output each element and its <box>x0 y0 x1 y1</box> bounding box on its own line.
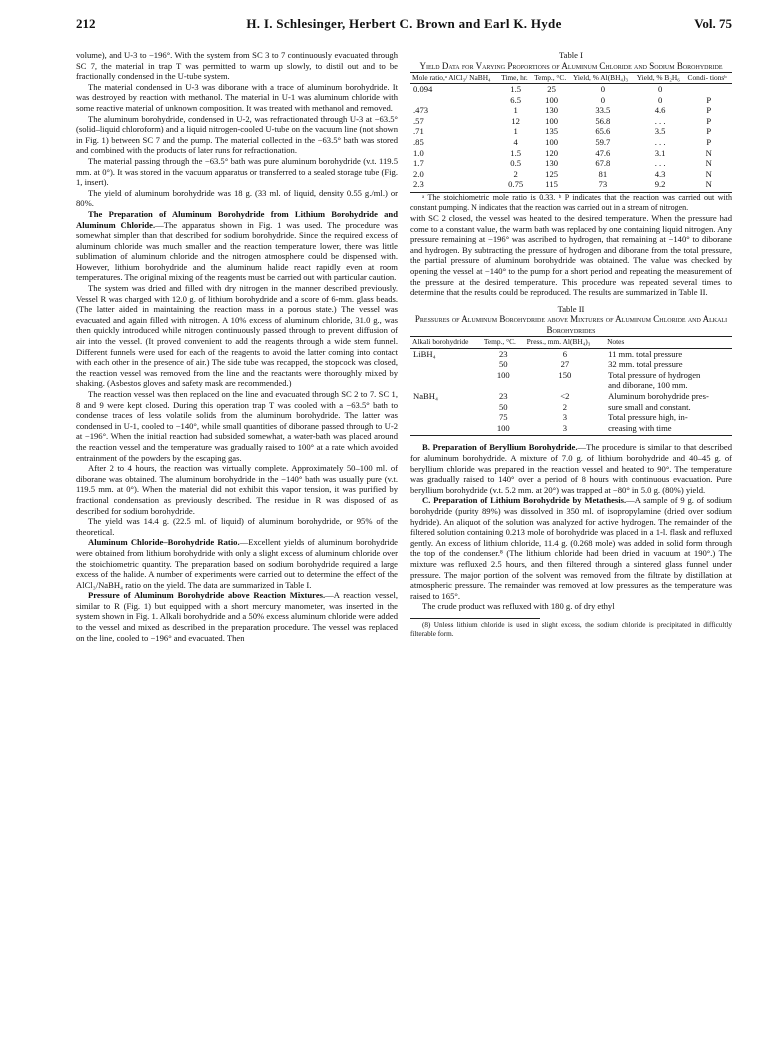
table-cell: 23 <box>498 348 508 359</box>
table-cell: 1.5 <box>510 84 522 94</box>
table-cell: 1.7 <box>413 158 424 169</box>
paragraph <box>410 442 732 495</box>
table-cell: 4.6 <box>654 105 666 116</box>
table-cell: 3.1 <box>654 147 666 158</box>
page-number: 212 <box>76 16 96 31</box>
table-cell <box>410 359 482 370</box>
table-cell: 0.5 <box>510 158 522 169</box>
table-cell: N <box>705 179 712 190</box>
table-cell: 3.5 <box>654 126 666 137</box>
table-cell: 1 <box>513 126 518 137</box>
table-cell: 115 <box>545 179 558 190</box>
table-cell: 130 <box>545 158 559 169</box>
table-cell: 0 <box>600 84 605 94</box>
paragraph <box>76 156 398 188</box>
paragraph-text: The yield was 14.4 g. (22.5 ml. of liquid) of aluminum borohydride, or 95% of the theoretical. <box>76 516 398 537</box>
paragraph <box>76 590 398 643</box>
section-heading: Pressure of Aluminum Borohydride above Reaction Mixtures. <box>88 590 326 601</box>
column-header: Condi- tionsᵇ <box>686 72 732 83</box>
table-cell: .473 <box>413 105 429 116</box>
table-cell: P <box>706 94 712 105</box>
paragraph <box>76 188 398 209</box>
table-cell: 1.5 <box>510 147 522 158</box>
table-cell: 11 mm. total pressure <box>608 348 683 359</box>
table2-row <box>410 380 732 391</box>
table1-row <box>410 105 732 116</box>
paragraph-text: The system was dried and filled with dry nitrogen in the manner described previously. Vessel R was charged with 12.0 g. of lithium borohydride and a score of 6-mm. glass beads. (The latter aided in maintaining the reaction mass in a porous state.) The vessel was evacuated and again filled with nitrogen. A 10% excess of aluminum chloride, 31.0 g., was then quickly introduced while nitrogen continuously passed through to prevent diffusion of air into the vessel. (It proved convenient to add the reagents through a wide stem funnel. Different funnels were used for each of the reagents to avoid the latter coming into contact with each other in the presence of air.) The side tube was recapped, the stopcock was closed, the reaction vessel was removed from the line and the reactants were thoroughly mixed by shaking. (Asbestos gloves and safety mask are recommended.) <box>76 283 398 389</box>
paragraph-text: After 2 to 4 hours, the reaction was virtually complete. Approximately 50–100 ml. of diborane was obtained. The aluminum borohydride in the −140° bath was usually pure (v.t. 119.5 mm. at 0°). When the material did not exhibit this vapor tension, it was purified by fractional condensation as previously described. The residue in R was disposed of as described for sodium borohydride. <box>76 463 398 516</box>
table-cell: 12 <box>511 115 520 126</box>
table-cell: 0 <box>657 84 663 94</box>
table-cell: NaBH₄ <box>413 391 438 402</box>
table1-row <box>410 84 732 95</box>
column-header: Mole ratio,ᵃ AlCl₃/ NaBH₄ <box>410 72 499 83</box>
paragraph-text: —A reaction vessel, similar to R (Fig. 1) but equipped with a short mercury manometer, was inserted in the system shown in Fig. 1. Alkali borohydride and a 50% excess aluminum chloride were added to the vessel and mixed as described in the preparation procedure. The vessel was replaced on the line, cooled to −196° and evacuated. Then <box>76 590 398 643</box>
table-cell: P <box>706 136 712 147</box>
table-cell: 2 <box>513 168 518 179</box>
paragraph <box>76 50 398 82</box>
column-header: Notes <box>605 337 732 348</box>
table-cell <box>482 380 525 391</box>
column-header: Temp., °C. <box>482 337 525 348</box>
paragraph <box>76 516 398 537</box>
table-cell: 6 <box>562 348 568 359</box>
table-cell: 100 <box>496 369 510 380</box>
running-header <box>76 16 732 38</box>
table-cell: 100 <box>545 136 559 147</box>
column-header: Temp., °C. <box>532 72 571 83</box>
table-cell: 27 <box>560 359 570 370</box>
table-cell: creasing with time <box>608 422 672 433</box>
paragraph-text: —The procedure is similar to that described for aluminum borohydride. A mixture of 7.0 g. of lithium borohydride and 40–45 g. of beryllium chloride was prepared in the reaction vessel and heated to 90°. The temperature was gradually raised to 140° over a period of 8 hours with continuous evacuation. Pure beryllium borohydride (v.t. 5.2 mm. at 20°) was trapped at −80° in 5.0 g. (80%) yield. <box>410 442 732 495</box>
table-cell: sure small and constant. <box>608 401 691 412</box>
section-heading: B. Preparation of Beryllium Borohydride. <box>422 442 578 453</box>
table-cell: 4 <box>513 136 518 147</box>
table-cell: 150 <box>558 369 572 380</box>
table1-row <box>410 148 732 159</box>
table-cell: 100 <box>545 94 559 105</box>
section-heading: C. Preparation of Lithium Borohydride by Metathesis. <box>422 495 627 506</box>
table2-title: Pressures of Aluminum Borohydride above Mixtures of Aluminum Chloride and Alkali Borohydrides <box>414 314 728 336</box>
table-cell: 0.75 <box>508 179 524 190</box>
table-cell: 4.3 <box>654 168 666 179</box>
table-cell: .71 <box>413 126 424 137</box>
paragraph <box>76 114 398 156</box>
table-cell: 47.6 <box>595 147 611 158</box>
table-cell <box>410 370 482 381</box>
paragraph <box>76 209 398 283</box>
table-cell <box>410 380 482 391</box>
paragraph <box>76 82 398 114</box>
table1-row <box>410 179 732 190</box>
table1 <box>410 72 732 190</box>
table2-caption: Table II <box>557 303 585 314</box>
paragraph-text: —Excellent yields of aluminum borohydride were obtained from lithium borohydride with only a slight excess of aluminum chloride over the stoichiometric quantity. The preparation based on sodium borohydride required a large excess of the halide. A number of experiments were carried out to determine the effect of the AlCl₃/NaBH₄ ratio on the yield. The data are summarized in Table I. <box>76 537 398 590</box>
paragraph-text: The aluminum borohydride, condensed in U-2, was refractionated through U-3 at −63.5° (solid–liquid chloroform) and a liquid nitrogen-cooled U-tube on the vacuum line (not shown in Fig. 1) between SC 7 and the pump. The material collected in the −63.5° bath was stored and combined with the products of later runs for refractionation. <box>76 113 398 156</box>
left-column <box>76 50 398 643</box>
table-cell <box>410 95 499 106</box>
column-header: Press., mm. Al(BH₄)₃ <box>525 337 605 348</box>
table-cell: . . . <box>654 136 666 147</box>
paragraph <box>76 283 398 389</box>
table-cell: and diborane, 100 mm. <box>608 380 688 391</box>
table-cell: 2 <box>562 401 568 412</box>
table1-row <box>410 169 732 180</box>
table-cell <box>686 84 732 95</box>
table-cell: P <box>706 126 712 137</box>
table2 <box>410 336 732 433</box>
paragraph-text: The reaction vessel was then replaced on the line and evacuated through SC 2 to 7. SC 1, 8 and 9 were kept closed. During this operation trap T was cooled with a −63.5° bath to condense traces of less volatile solids from the aluminum borohydride. The latter was condensed in U-1, cooled to −140°, while small quantities of diborane passed through to U-2 at −196°. When the initial reaction had subsided somewhat, a water-bath was placed around the reaction vessel and the temperature was gradually raised to 100° at a rate which avoided entrainment of the powders by the escaping gas. <box>76 389 398 463</box>
right-paragraphs-1 <box>410 213 732 298</box>
table-cell: N <box>705 168 712 179</box>
table1-row <box>410 137 732 148</box>
table1-caption: Table I <box>559 50 583 60</box>
table-cell: 0 <box>657 94 663 105</box>
table1-row <box>410 116 732 127</box>
table1-row <box>410 126 732 137</box>
table2-row <box>410 402 732 413</box>
table-cell: Aluminum borohydride pres- <box>608 391 709 402</box>
paragraph-text: The yield of aluminum borohydride was 18 g. (33 ml. of liquid, density 0.55 g./ml.) or 80%. <box>76 187 398 209</box>
paragraph <box>76 389 398 463</box>
paragraph-text: volume), and U-3 to −196°. With the system from SC 3 to 7 continuously evacuated through SC 7, the material in trap T was permitted to warm up slowly, to distil out and to be fractionally condensed in the U-tube system. <box>76 50 398 82</box>
table-cell: .57 <box>413 115 424 126</box>
table-cell: 81 <box>598 168 608 179</box>
table-cell: 100 <box>496 422 510 433</box>
table-cell: 3 <box>562 422 568 433</box>
table1-footnote: ᵃ The stoichiometric mole ratio is 0.33. ᵇ P indicates that the reaction was carried out with constant pumping. N indicates that the reaction was carried out in a stream of nitrogen. <box>410 192 732 212</box>
right-paragraphs-2 <box>410 442 732 612</box>
column-header: Time, hr. <box>499 72 532 83</box>
column-header: Alkali borohydride <box>410 337 482 348</box>
table-cell: 0 <box>600 94 605 105</box>
table-cell: 23 <box>498 391 508 402</box>
table-cell: 120 <box>545 147 559 158</box>
table-cell: 130 <box>545 105 559 116</box>
table-cell: Total pressure of hydrogen <box>608 369 701 380</box>
table-cell: 56.8 <box>595 115 611 126</box>
paragraph <box>76 537 398 590</box>
table2-row <box>410 423 732 434</box>
footnote-8: (8) Unless lithium chloride is used in slight excess, the sodium chloride is precipitated in difficultly filterable form. <box>410 620 732 638</box>
table-cell: 59.7 <box>595 136 611 147</box>
table2-row <box>410 412 732 423</box>
table-cell: 1 <box>513 105 518 116</box>
table-cell: 6.5 <box>510 94 522 105</box>
table-cell: 50 <box>498 359 508 370</box>
table2-row <box>410 391 732 402</box>
table-cell: 50 <box>498 401 508 412</box>
table-cell: . . . <box>654 115 666 126</box>
table-cell: 33.5 <box>595 105 611 116</box>
column-header: Yield, % B₂H₆ <box>635 72 686 83</box>
table-cell: .85 <box>413 136 424 147</box>
right-column <box>410 50 732 639</box>
paragraph-text: The material condensed in U-3 was diborane with a trace of aluminum borohydride. It was destroyed by reaction with methanol. The material in U-1 was aluminum chloride with some reactive material of unknown composition. It was treated with methanol and removed. <box>76 81 398 113</box>
table-cell: 1.0 <box>413 147 424 158</box>
table-cell: 2.3 <box>413 179 424 190</box>
table2-row <box>410 359 732 370</box>
paragraph-text: The material passing through the −63.5° bath was pure aluminum borohydride (v.t. 119.5 mm. at 0°). It was stored in the vacuum apparatus or transferred to a sealed storage tube (Fig. 1, insert). <box>76 155 398 188</box>
table-cell: N <box>705 158 712 169</box>
table-cell: . . . <box>654 158 666 169</box>
table-cell: 73 <box>598 179 608 190</box>
section-heading: Aluminum Chloride–Borohydride Ratio. <box>88 537 240 548</box>
table1-row <box>410 95 732 106</box>
table1-title: Yield Data for Varying Proportions of Aluminum Chloride and Sodium Borohydride <box>419 60 723 71</box>
paragraph <box>76 463 398 516</box>
running-authors: H. I. Schlesinger, Herbert C. Brown and Earl K. Hyde <box>246 16 562 31</box>
column-header: Yield, % Al(BH₄)₃ <box>571 72 635 83</box>
table-cell: 32 mm. total pressure <box>608 359 683 370</box>
table-cell: P <box>706 105 712 116</box>
table-cell: 25 <box>547 84 556 94</box>
table-cell: 2.0 <box>413 168 424 179</box>
paragraph-text: The crude product was refluxed with 180 g. of dry ethyl <box>422 601 615 612</box>
table-cell: LiBH₄ <box>413 348 436 359</box>
table-cell <box>525 380 605 391</box>
table-cell <box>410 412 482 423</box>
table-cell: 9.2 <box>654 179 666 190</box>
table-cell: 75 <box>498 412 508 423</box>
volume-label: Vol. 75 <box>694 16 732 31</box>
table-cell: P <box>706 115 712 126</box>
table-cell: 135 <box>545 126 559 137</box>
table2-row <box>410 348 732 359</box>
paragraph <box>410 213 732 298</box>
paragraph-text: —A sample of 9 g. of sodium borohydride (purity 89%) was dissolved in 350 ml. of isopropylamine (dried over sodium hydride). An aliquot of the solution was analyzed for active hydrogen. The remainder of the filtered solution containing 0.213 mole of borohydride was placed in a 1-l. flask and refluxed gently. An excess of lithium chloride, 11.4 g. (0.268 mole) was added in solid form through the top of the condenser.⁸ (The lithium chloride had been dried in vacuum at 190°.) The mixture was refluxed 2.5 hours, and then filtered through a sintered glass funnel under pressure. The major portion of the solvent was removed from the filtrate by distillation at atmospheric pressure. The remainder was removed at low pressures as the temperature was raised to 165°. <box>410 495 732 601</box>
table1-row <box>410 158 732 169</box>
table2-row <box>410 370 732 381</box>
table-cell: 67.8 <box>595 158 611 169</box>
section-heading: The Preparation of Aluminum Borohydride from Lithium Borohydride and Aluminum Chloride. <box>76 208 398 230</box>
table-cell: 3 <box>562 412 568 423</box>
paragraph <box>410 495 732 601</box>
table-cell <box>410 423 482 434</box>
table-cell: 100 <box>545 115 559 126</box>
paragraph-text: with SC 2 closed, the vessel was heated to the desired temperature. When the pressure had come to a constant value, the warm bath was replaced by one containing liquid nitrogen. Any pressure remaining at −196° was ascribed to hydrogen, that remaining at −140° to diborane and hydrogen. By subtracting the pressure of hydrogen and diborane from the total pressure, the partial pressure of aluminum borohydride was obtained. The value was checked by opening the vessel at −140° to the pump for a short period and repeating the measurement of the pressure at the desired temperature. This procedure was repeated several times to determine that the results could be reproduced. The results are summarized in Table II. <box>410 212 732 298</box>
paragraph-text: —The apparatus shown in Fig. 1 was used. The procedure was somewhat simpler than that described for sodium borohydride. Since the required excess of aluminum chloride was much smaller and the reaction temperature lower, there was little sublimation of aluminum chloride and the nitrogen atmosphere could be dispensed with. However, lithium borohydride and the aluminum halide react rapidly even at room temperatures. The original mixing of the reagents must be carried out with particular caution. <box>76 219 399 283</box>
table-cell <box>410 402 482 413</box>
paragraph <box>410 601 732 612</box>
table-cell: N <box>705 147 712 158</box>
table-cell: 0.094 <box>413 84 433 94</box>
table-cell: 65.6 <box>595 126 611 137</box>
table-cell: <2 <box>560 391 570 402</box>
table-cell: Total pressure high, in- <box>608 412 688 423</box>
table-cell: 125 <box>545 168 559 179</box>
